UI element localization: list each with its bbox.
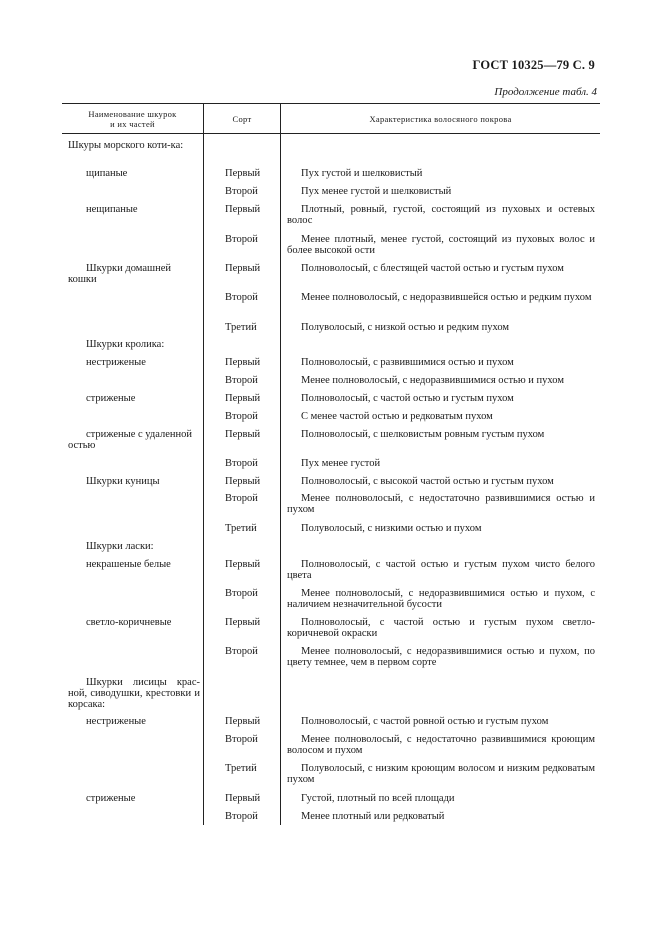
- row-grade: Второй: [225, 292, 258, 303]
- row-characteristic: Полноволосый, с блестящей частой остью и густым пухом: [301, 263, 564, 274]
- row-grade: Второй: [225, 458, 258, 469]
- row-name: Шкурки ласки:: [86, 541, 154, 552]
- row-characteristic: С менее частой остью и редковатым пухом: [301, 411, 493, 422]
- row-characteristic: Менее полноволосый, с недоразвившимися остью и пухом, с наличием незначительной бусости: [287, 588, 595, 610]
- row-grade: Второй: [225, 411, 258, 422]
- column-divider-1: [203, 103, 204, 825]
- row-name: Шкурки куницы: [86, 476, 160, 487]
- row-name: нестриженые: [86, 357, 146, 368]
- row-name: Шкуры морского коти-ка:: [68, 140, 184, 151]
- row-characteristic: Плотный, ровный, густой, состоящий из пуховых и остевых волос: [287, 204, 595, 226]
- row-grade: Второй: [225, 234, 258, 245]
- row-grade: Первый: [225, 168, 261, 179]
- row-name: Шкурки кролика:: [86, 339, 165, 350]
- row-grade: Первый: [225, 559, 261, 570]
- row-characteristic: Полуволосый, с низким кроющим волосом и низким редковатым пухом: [287, 763, 595, 785]
- column-header-grade: Сорт: [232, 114, 252, 124]
- column-header-characteristic: Характеристика волосяного покрова: [369, 114, 512, 124]
- row-name: светло-коричневые: [86, 617, 172, 628]
- row-grade: Первый: [225, 263, 261, 274]
- table-continuation-label: Продолжение табл. 4: [494, 86, 597, 98]
- row-name: стриженые: [86, 393, 136, 404]
- table-top-rule: [62, 103, 600, 104]
- row-characteristic: Полноволосый, с частой остью и густым пухом: [301, 393, 514, 404]
- row-grade: Первый: [225, 357, 261, 368]
- row-name: стриженые: [86, 793, 136, 804]
- row-grade: Первый: [225, 793, 261, 804]
- row-characteristic: Полноволосый, с высокой частой остью и густым пухом: [301, 476, 554, 487]
- row-grade: Второй: [225, 186, 258, 197]
- row-characteristic: Менее полноволосый, с недоразвившимися остью и пухом, по цвету темнее, чем в первом сорте: [287, 646, 595, 668]
- row-name: стриженые с удаленной остью: [68, 429, 192, 451]
- row-characteristic: Менее плотный или редковатый: [301, 811, 445, 822]
- row-grade: Второй: [225, 493, 258, 504]
- row-grade: Первый: [225, 429, 261, 440]
- table-header-rule: [62, 133, 600, 134]
- row-characteristic: Густой, плотный по всей площади: [301, 793, 455, 804]
- row-grade: Первый: [225, 617, 261, 628]
- row-characteristic: Полноволосый, с развившимися остью и пухом: [301, 357, 514, 368]
- row-characteristic: Менее плотный, менее густой, состоящий из пуховых волос и более высокой ости: [287, 234, 595, 256]
- row-name: Шкурки домашней кошки: [68, 263, 171, 285]
- row-characteristic: Полноволосый, с частой остью и густым пухом светло-коричневой окраски: [287, 617, 595, 639]
- row-characteristic: Полуволосый, с низкой остью и редким пухом: [301, 322, 510, 333]
- row-grade: Третий: [225, 322, 257, 333]
- row-grade: Первый: [225, 204, 261, 215]
- row-characteristic: Менее полноволосый, с недоразвившейся остью и редким пухом: [301, 292, 592, 303]
- row-characteristic: Полноволосый, с частой ровной остью и густым пухом: [301, 716, 549, 727]
- page-header: ГОСТ 10325—79 С. 9: [472, 58, 595, 72]
- row-grade: Второй: [225, 646, 258, 657]
- row-characteristic: Менее полноволосый, с недоразвившимися остью и пухом: [301, 375, 564, 386]
- column-divider-2: [280, 103, 281, 825]
- row-grade: Второй: [225, 734, 258, 745]
- row-characteristic: Полноволосый, с частой остью и густым пухом чисто белого цвета: [287, 559, 595, 581]
- row-name: нестриженые: [86, 716, 146, 727]
- row-grade: Второй: [225, 588, 258, 599]
- row-grade: Третий: [225, 523, 257, 534]
- row-name: Шкурки лисицы крас-ной, сиводушки, крестовки и корсака:: [68, 677, 200, 710]
- row-characteristic: Пух густой и шелковистый: [301, 168, 423, 179]
- row-characteristic: Полуволосый, с низкими остью и пухом: [301, 523, 482, 534]
- row-characteristic: Полноволосый, с шелковистым ровным густым пухом: [301, 429, 545, 440]
- row-name: щипаные: [86, 168, 128, 179]
- row-name: нещипаные: [86, 204, 138, 215]
- row-grade: Первый: [225, 476, 261, 487]
- row-characteristic: Пух менее густой: [301, 458, 381, 469]
- row-name: некрашеные белые: [86, 559, 171, 570]
- row-grade: Первый: [225, 716, 261, 727]
- row-characteristic: Менее полноволосый, с недостаточно развившимися остью и пухом: [287, 493, 595, 515]
- column-header-name: Наименование шкурок и их частей: [88, 109, 177, 129]
- row-characteristic: Пух менее густой и шелковистый: [301, 186, 452, 197]
- row-grade: Второй: [225, 811, 258, 822]
- row-grade: Третий: [225, 763, 257, 774]
- row-grade: Второй: [225, 375, 258, 386]
- row-grade: Первый: [225, 393, 261, 404]
- row-characteristic: Менее полноволосый, с недостаточно развившимися кроющим волосом и пухом: [287, 734, 595, 756]
